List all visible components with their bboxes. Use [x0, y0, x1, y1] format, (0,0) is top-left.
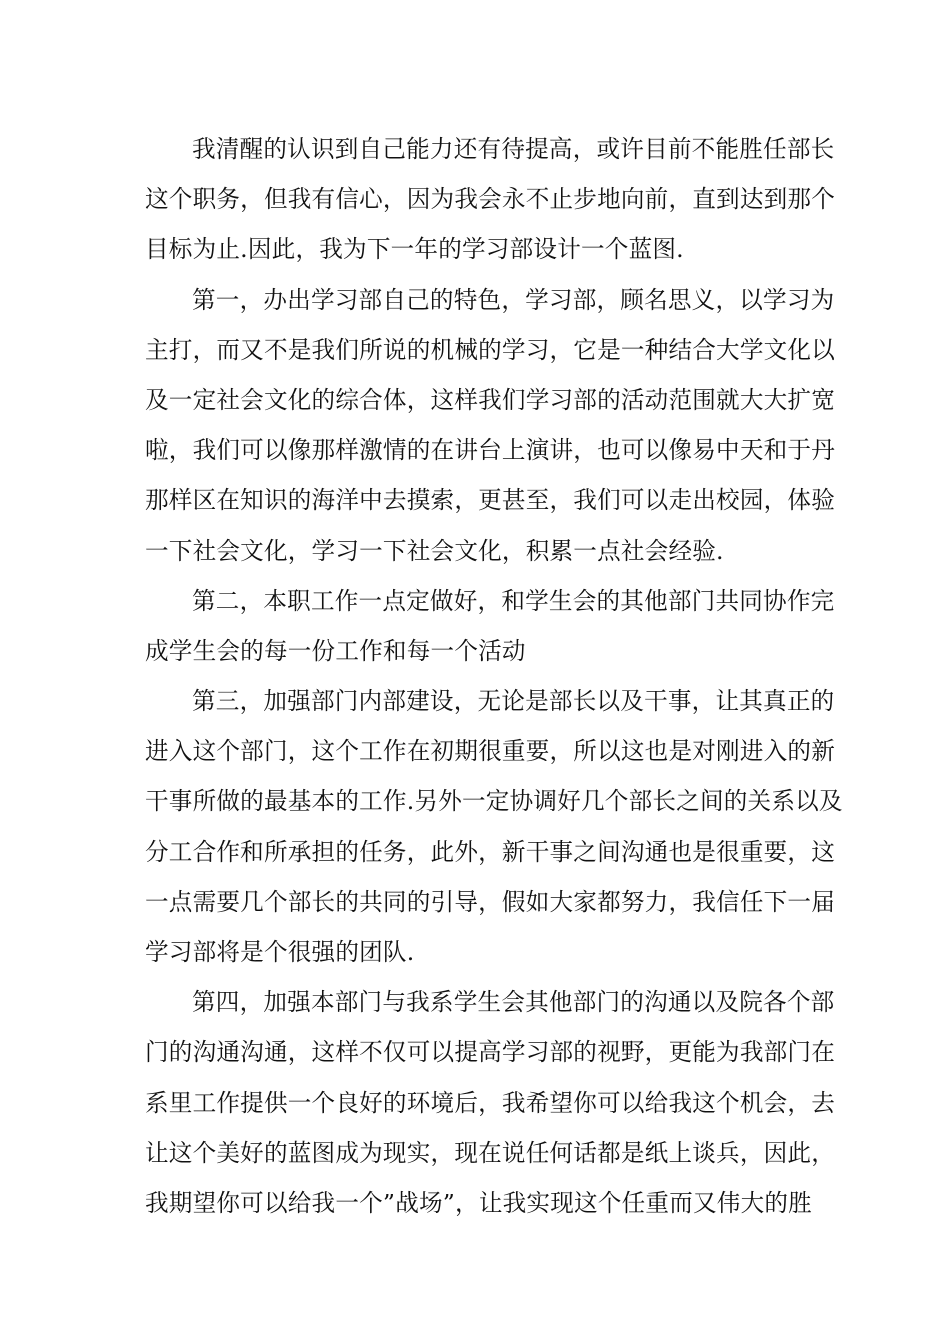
- paragraph-1-line-1: 我清醒的认识到自己能力还有待提高，或许目前不能胜任部长: [192, 135, 835, 163]
- paragraph-1-line-3: 目标为止.因此，我为下一年的学习部设计一个蓝图.: [145, 235, 684, 264]
- paragraph-2-line-3: 及一定社会文化的综合体，这样我们学习部的活动范围就大大扩宽: [145, 385, 836, 414]
- paragraph-4-line-3: 干事所做的最基本的工作.另外一定协调好几个部长之间的关系以及: [145, 787, 843, 816]
- paragraph-2-line-6: 一下社会文化，学习一下社会文化，积累一点社会经验.: [145, 536, 724, 565]
- paragraph-2-line-1: 第一，办出学习部自己的特色，学习部，顾名思义，以学习为: [192, 285, 835, 314]
- paragraph-4-line-2: 进入这个部门，这个工作在初期很重要，所以这也是对刚进入的新: [145, 737, 836, 766]
- paragraph-4-line-5: 一点需要几个部长的共同的引导，假如大家都努力，我信任下一届: [145, 887, 836, 916]
- document-body: [145, 124, 843, 1228]
- paragraph-5-line-5: 我期望你可以给我一个”战场”，让我实现这个任重而又伟大的胜: [145, 1188, 812, 1217]
- paragraph-2-line-4: 啦，我们可以像那样激情的在讲台上演讲，也可以像易中天和于丹: [145, 436, 836, 465]
- paragraph-3-line-2: 成学生会的每一份工作和每一个活动: [145, 636, 526, 665]
- paragraph-5-line-1: 第四，加强本部门与我系学生会其他部门的沟通以及院各个部: [192, 988, 835, 1017]
- paragraph-4-line-1: 第三，加强部门内部建设，无论是部长以及干事，让其真正的: [192, 687, 835, 716]
- paragraph-5-line-3: 系里工作提供一个良好的环境后，我希望你可以给我这个机会，去: [145, 1088, 836, 1117]
- paragraph-3-line-1: 第二，本职工作一点定做好，和学生会的其他部门共同协作完: [192, 586, 835, 615]
- paragraph-4-line-4: 分工合作和所承担的任务，此外，新干事之间沟通也是很重要，这: [145, 837, 836, 866]
- paragraph-2-line-2: 主打，而又不是我们所说的机械的学习，它是一种结合大学文化以: [145, 335, 836, 364]
- paragraph-4-line-6: 学习部将是个很强的团队.: [145, 938, 415, 966]
- paragraph-2-line-5: 那样区在知识的海洋中去摸索，更甚至，我们可以走出校园，体验: [145, 486, 836, 515]
- paragraph-1-line-2: 这个职务，但我有信心，因为我会永不止步地向前，直到达到那个: [145, 185, 836, 214]
- paragraph-5-line-4: 让这个美好的蓝图成为现实，现在说任何话都是纸上谈兵，因此，: [145, 1138, 836, 1167]
- paragraph-5-line-2: 门的沟通沟通，这样不仅可以提高学习部的视野，更能为我部门在: [145, 1038, 836, 1067]
